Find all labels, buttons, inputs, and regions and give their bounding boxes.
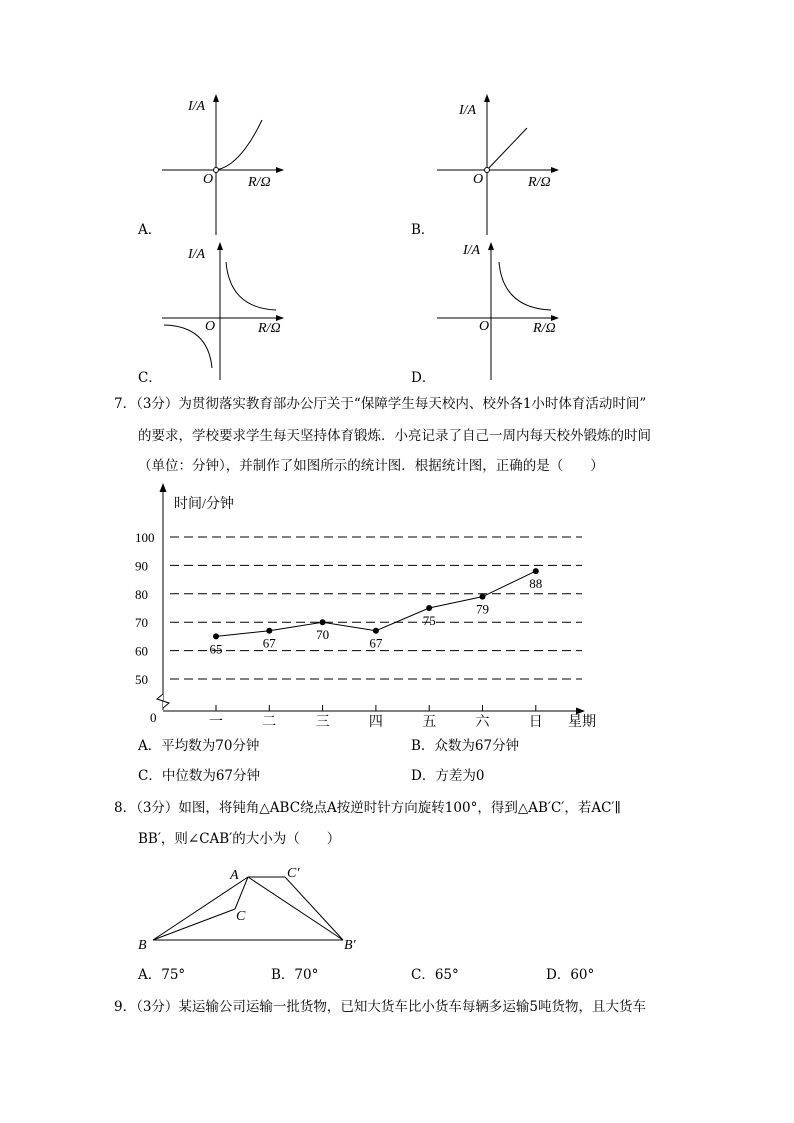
option-a[interactable]: A． <box>138 222 162 238</box>
x-tick-label: 六 <box>475 715 490 730</box>
data-point <box>213 633 219 639</box>
triangle-figure <box>130 860 370 955</box>
x-axis-label: 星期 <box>568 715 596 730</box>
data-point <box>266 628 272 634</box>
origin-label: O <box>473 172 484 187</box>
graph-d <box>425 238 565 383</box>
axis-break <box>157 694 169 708</box>
x-tick-label: 五 <box>422 715 437 730</box>
q8-option-d[interactable]: D．60° <box>546 967 595 983</box>
q7-line-3: （单位：分钟），并制作了如图所示的统计图．根据统计图，正确的是（ ） <box>138 458 604 474</box>
x-tick-label: 四 <box>368 715 383 730</box>
data-point <box>533 568 539 574</box>
data-point <box>426 605 432 611</box>
x-label: R/Ω <box>258 321 281 336</box>
data-label: 75 <box>422 613 436 628</box>
y-tick-label: 60 <box>135 643 148 659</box>
y-axis-label: 时间/分钟 <box>174 497 234 512</box>
q7-option-d[interactable]: D．方差为0 <box>411 768 485 784</box>
q8-line-2: BB′，则∠CAB′的大小为（ ） <box>138 831 341 847</box>
q8-option-c[interactable]: C．65° <box>411 967 459 983</box>
q7-option-c[interactable]: C．中位数为67分钟 <box>138 768 261 784</box>
data-point <box>480 594 486 600</box>
x-tick-label: 日 <box>528 715 543 730</box>
q7-option-b[interactable]: B．众数为67分钟 <box>411 738 520 754</box>
data-label: 88 <box>529 576 543 592</box>
origin-label: O <box>203 172 214 187</box>
point-a-label: A <box>230 868 239 883</box>
graph-a <box>150 90 290 240</box>
point-c-label: C <box>236 909 246 924</box>
y-label: I/A <box>459 103 477 118</box>
q7-option-a[interactable]: A．平均数为70分钟 <box>138 738 260 754</box>
y-tick-label: 100 <box>135 530 155 545</box>
x-label: R/Ω <box>248 175 271 190</box>
data-point <box>320 619 326 625</box>
y-tick-label: 90 <box>135 558 148 574</box>
origin-label: O <box>479 319 490 334</box>
y-tick-label: 70 <box>135 615 148 631</box>
option-d[interactable]: D． <box>411 370 436 386</box>
y-label: I/A <box>463 243 481 258</box>
data-label: 70 <box>316 627 330 643</box>
point-b-prime-label: B′ <box>344 938 356 953</box>
data-label: 67 <box>369 635 383 651</box>
y-label: I/A <box>188 247 206 262</box>
point-b-label: B <box>138 938 147 953</box>
line-chart <box>130 480 610 730</box>
q9-line-1: 9．（3分）某运输公司运输一批货物，已知大货车比小货车每辆多运输5吨货物，且大货车 <box>114 999 647 1015</box>
origin-label: 0 <box>150 710 157 725</box>
x-tick-label: 一 <box>209 715 223 730</box>
q7-line-1: 7．（3分）为贯彻落实教育部办公厅关于“保障学生每天校内、校外各1小时体育活动时间” <box>114 396 647 412</box>
option-b[interactable]: B． <box>411 222 435 238</box>
q8-option-a[interactable]: A．75° <box>138 967 186 983</box>
q8-option-b[interactable]: B．70° <box>271 967 319 983</box>
x-label: R/Ω <box>528 175 551 190</box>
data-label: 79 <box>476 601 489 617</box>
data-point <box>373 628 379 634</box>
graph-c <box>150 238 290 383</box>
data-label: 67 <box>262 635 276 651</box>
origin-label: O <box>205 319 216 334</box>
graph-b <box>425 90 565 240</box>
data-label: 65 <box>209 641 223 657</box>
q7-line-2: 的要求，学校要求学生每天坚持体育锻炼．小亮记录了自己一周内每天校外锻炼的时间 <box>138 428 651 444</box>
option-c[interactable]: C． <box>138 370 162 386</box>
q8-line-1: 8．（3分）如图，将钝角△ABC绕点A按逆时针方向旋转100°，得到△AB′C′，若AC′∥ <box>114 800 621 816</box>
x-label: R/Ω <box>533 321 556 336</box>
x-tick-label: 二 <box>262 715 277 730</box>
y-tick-label: 50 <box>135 672 148 687</box>
x-tick-label: 三 <box>315 715 330 730</box>
line <box>487 128 527 170</box>
curve <box>216 120 262 170</box>
y-tick-label: 80 <box>135 586 148 602</box>
y-label: I/A <box>188 99 206 114</box>
point-c-prime-label: C′ <box>287 866 300 881</box>
